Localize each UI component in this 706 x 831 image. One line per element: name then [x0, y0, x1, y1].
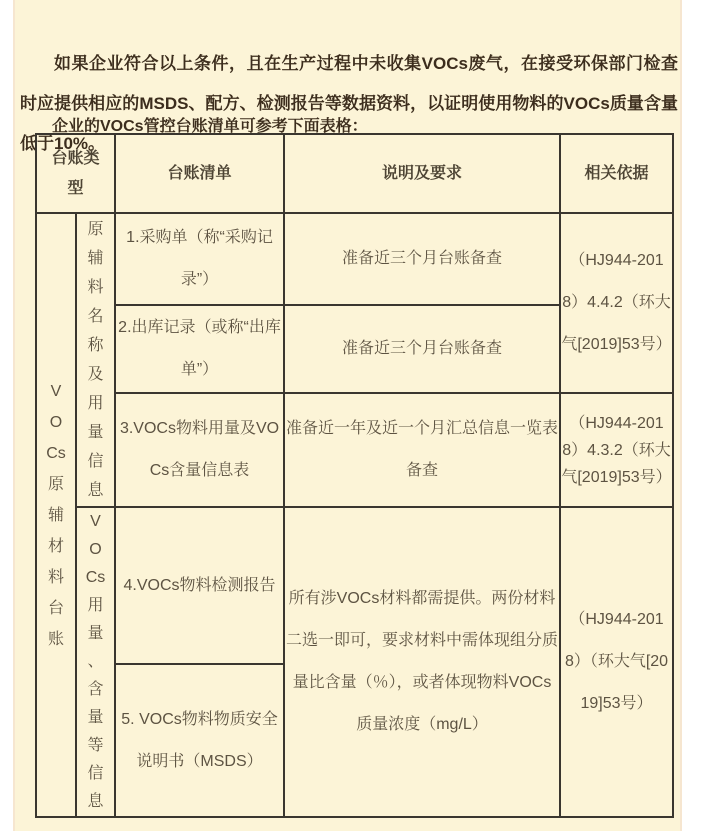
cell-basis-rows-4-5: （HJ944-2018）（环大气[2019]53号）: [560, 507, 673, 817]
table-lead-text: 企业的VOCs管控台账清单可参考下面表格：: [52, 118, 368, 135]
header-basis: 相关依据: [560, 134, 673, 213]
table-row: [36, 507, 673, 664]
category-main-vocs-raw-material-ledger: V O Cs 原 辅 材 料 台 账: [36, 213, 76, 817]
intro-paragraph: 如果企业符合以上条件，且在生产过程中未收集VOCs废气，在接受环保部门检查时应提供相应的MSDS、配方、检测报告等数据资料，以证明使用物料的VOCs质量含量低于10%。: [20, 54, 678, 153]
article-panel: [13, 0, 682, 831]
cell-item-2-outbound-record: 2.出库记录（或称“出库单”）: [115, 305, 284, 393]
category-sub-name-usage-info: 原 辅 料 名 称 及 用 量 信 息: [76, 213, 115, 507]
cell-req-rows-4-5: 所有涉VOCs材料都需提供。两份材料二选一即可，要求材料中需体现组分质量比含量（％），或者体现物料VOCs质量浓度（mg/L）: [284, 507, 560, 817]
cell-item-4-test-report: 4.VOCs物料检测报告: [115, 507, 284, 664]
cell-item-1-purchase-order: 1.采购单（称“采购记录”）: [115, 213, 284, 305]
header-ledger-type: 台账类型: [36, 134, 115, 213]
header-ledger-list: 台账清单: [115, 134, 284, 213]
cell-item-5-msds: 5. VOCs物料物质安全说明书（MSDS）: [115, 664, 284, 817]
header-requirement: 说明及要求: [284, 134, 560, 213]
cell-req-3: 准备近一年及近一个月汇总信息一览表备查: [284, 393, 560, 507]
cell-req-1: 准备近三个月台账备查: [284, 213, 560, 305]
cell-req-2: 准备近三个月台账备查: [284, 305, 560, 393]
table-row: [36, 213, 673, 305]
cell-basis-rows-1-2: （HJ944-2018）4.4.2（环大气[2019]53号）: [560, 213, 673, 393]
category-sub-usage-content-info: V O Cs 用 量 、 含 量 等 信 息: [76, 507, 115, 817]
table-row: [36, 393, 673, 507]
cell-basis-row-3: （HJ944-2018）4.3.2（环大气[2019]53号）: [560, 393, 673, 507]
cell-item-3-usage-content-table: 3.VOCs物料用量及VOCs含量信息表: [115, 393, 284, 507]
table-header-row: [36, 134, 673, 213]
vocs-ledger-table: [35, 133, 674, 818]
